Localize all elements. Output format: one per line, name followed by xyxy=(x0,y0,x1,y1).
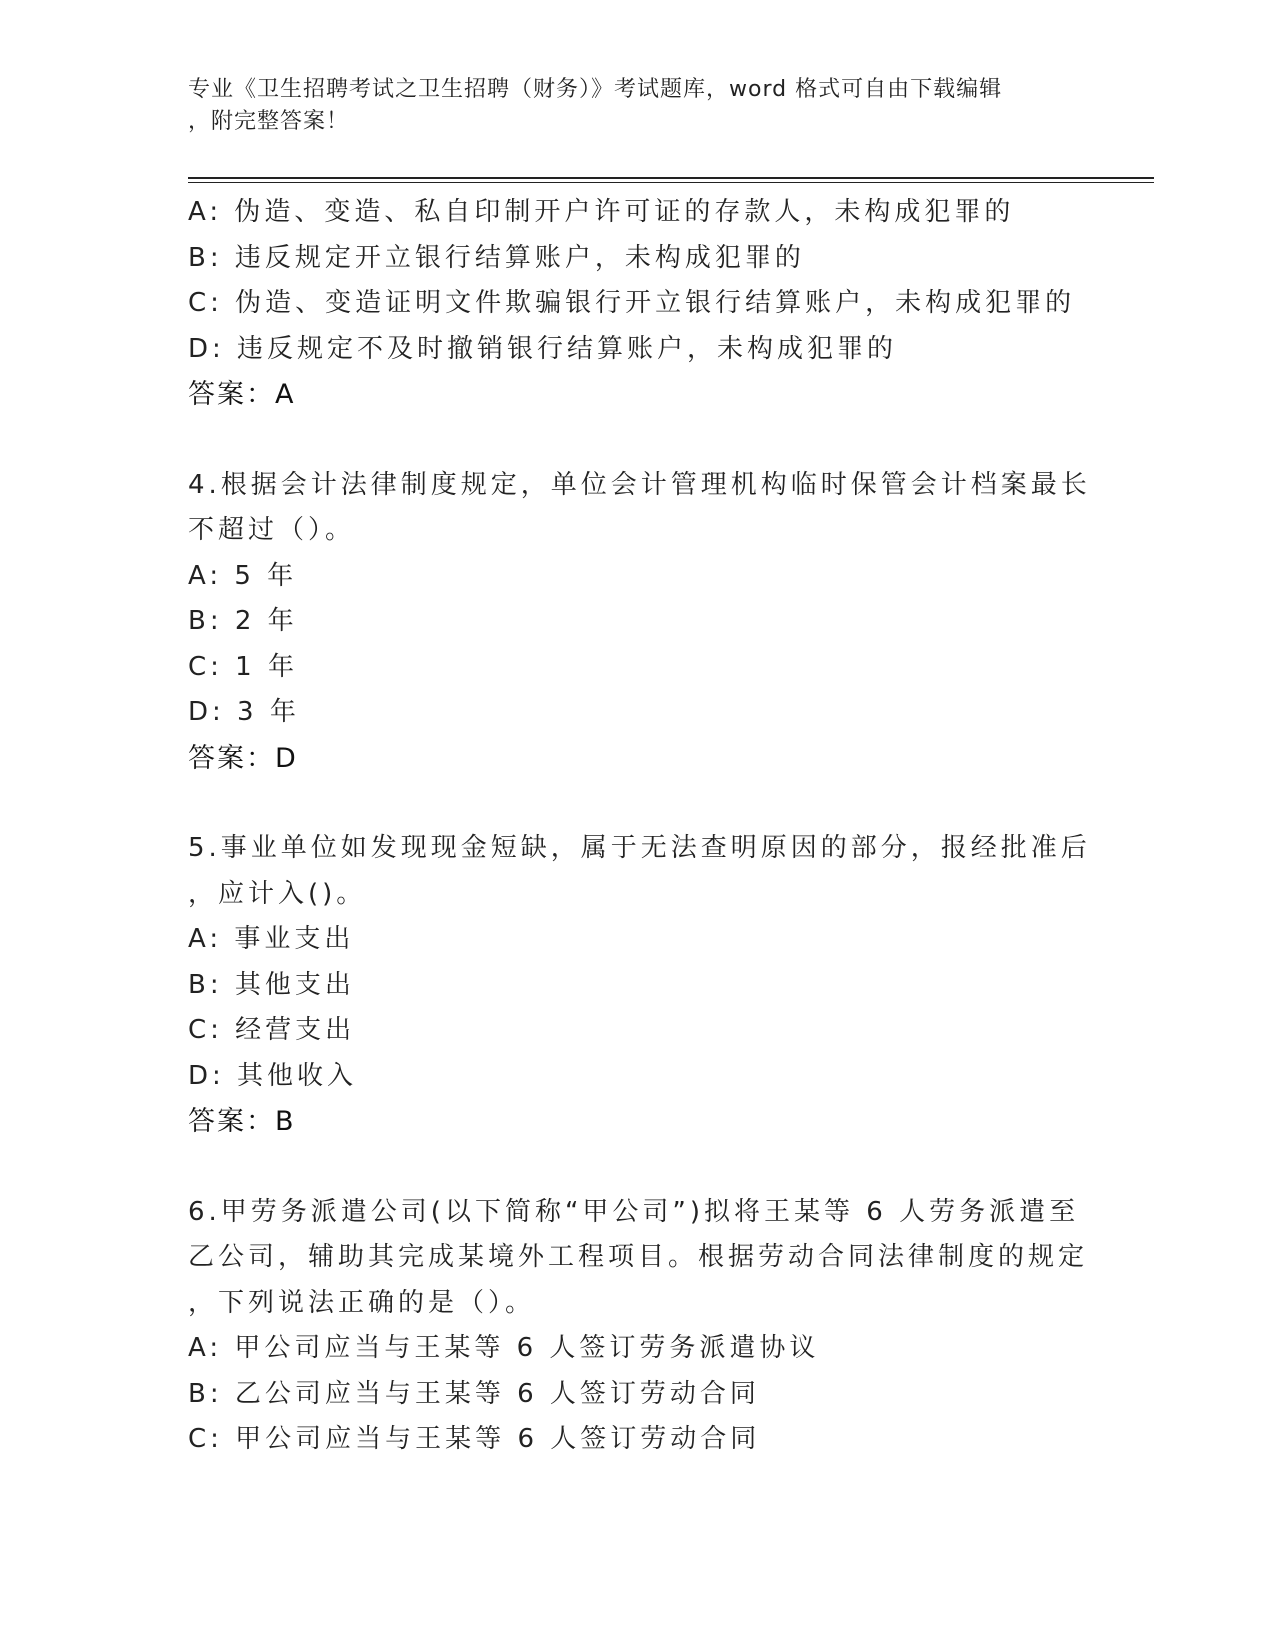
option-a: A: 伪造、变造、私自印制开户许可证的存款人，未构成犯罪的 xyxy=(188,197,1015,227)
header-line-2: ，附完整答案！ xyxy=(188,109,350,134)
header-rule-thick xyxy=(188,177,1154,179)
question-3 xyxy=(188,190,1088,418)
option-b: B: 违反规定开立银行结算账户，未构成犯罪的 xyxy=(188,242,805,273)
option-a: A: 5 年 xyxy=(188,560,298,591)
option-c: C: 伪造、变造证明文件欺骗银行开立银行结算账户，未构成犯罪的 xyxy=(188,288,1076,318)
question-text-line: 不超过（）。 xyxy=(188,515,356,545)
header-rule-thin xyxy=(188,182,1154,183)
option-a: A: 甲公司应当与王某等 6 人签订劳务派遣协议 xyxy=(188,1333,820,1363)
question-5 xyxy=(188,826,1091,1145)
question-text-line: 4.根据会计法律制度规定，单位会计管理机构临时保管会计档案最长 xyxy=(188,469,1091,500)
question-text-line: 6.甲劳务派遣公司(以下简称“甲公司”)拟将王某等 6 人劳务派遣至 xyxy=(188,1196,1080,1227)
answer: 答案：D xyxy=(188,742,298,774)
option-c: C: 甲公司应当与王某等 6 人签订劳动合同 xyxy=(188,1424,761,1454)
option-d: D: 3 年 xyxy=(188,697,300,727)
option-d: D: 违反规定不及时撤销银行结算账户，未构成犯罪的 xyxy=(188,333,898,364)
document-header xyxy=(188,74,1088,138)
header-line-1: 专业《卫生招聘考试之卫生招聘（财务）》考试题库，word 格式可自由下载编辑 xyxy=(188,77,1003,102)
option-b: B: 2 年 xyxy=(188,606,298,636)
option-b: B: 其他支出 xyxy=(188,969,355,1000)
option-c: C: 1 年 xyxy=(188,651,298,682)
question-text-line: ，下列说法正确的是（）。 xyxy=(188,1287,536,1318)
question-4 xyxy=(188,463,1091,782)
question-text-line: 5.事业单位如发现现金短缺，属于无法查明原因的部分，报经批准后 xyxy=(188,833,1091,863)
answer: 答案：B xyxy=(188,1106,296,1137)
document-body xyxy=(188,190,1091,1463)
option-b: B: 乙公司应当与王某等 6 人签订劳动合同 xyxy=(188,1378,760,1409)
question-text-line: ，应计入()。 xyxy=(188,878,367,909)
option-d: D: 其他收入 xyxy=(188,1060,358,1091)
option-c: C: 经营支出 xyxy=(188,1015,356,1045)
question-text-line: 乙公司，辅助其完成某境外工程项目。根据劳动合同法律制度的规定 xyxy=(188,1242,1089,1272)
answer: 答案：A xyxy=(188,379,296,410)
question-6 xyxy=(188,1190,1088,1463)
option-a: A: 事业支出 xyxy=(188,924,355,954)
